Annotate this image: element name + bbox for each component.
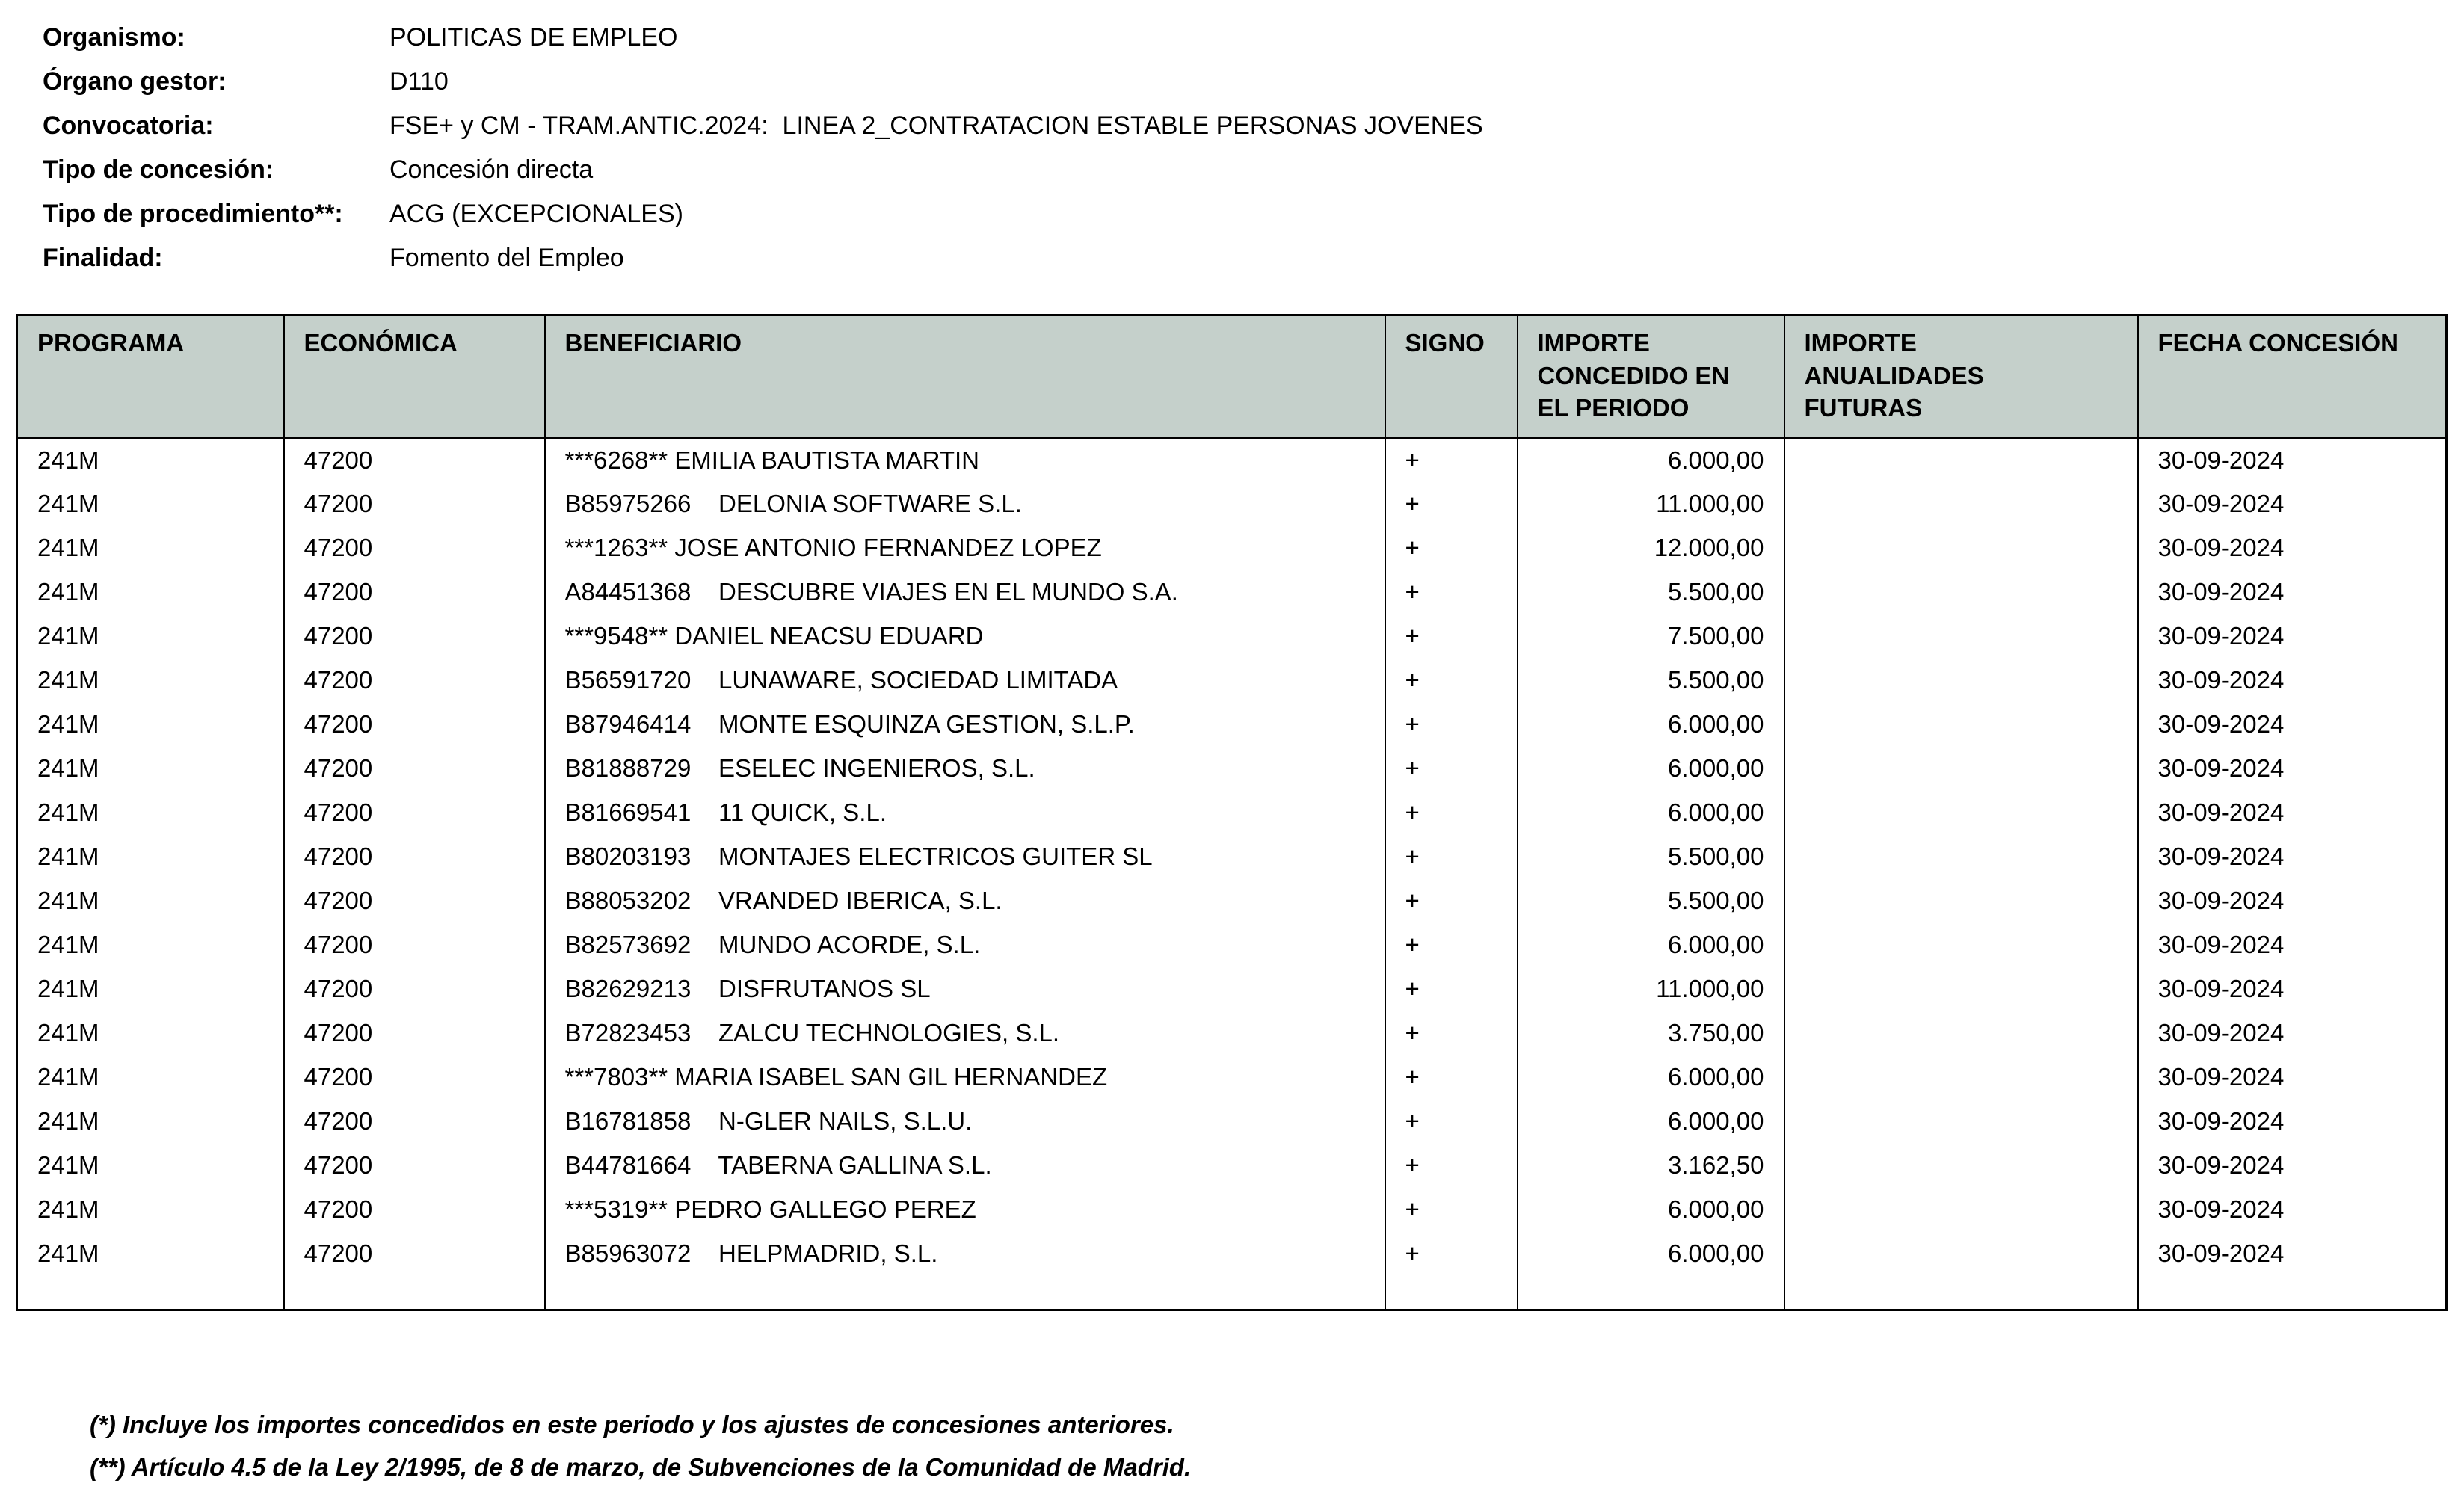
cell-fecha-concesion: 30-09-2024 xyxy=(2138,482,2447,526)
cell-fecha-concesion: 30-09-2024 xyxy=(2138,570,2447,614)
column-header-label: IMPORTE CONCEDIDO EN EL PERIODO xyxy=(1537,329,1730,422)
cell-programa: 241M xyxy=(17,835,284,879)
cell-beneficiario: B82573692 MUNDO ACORDE, S.L. xyxy=(545,923,1385,967)
cell-signo: + xyxy=(1385,835,1518,879)
cell-importe-anualidades xyxy=(1784,614,2138,659)
cell-importe-anualidades xyxy=(1784,791,2138,835)
cell-importe-anualidades xyxy=(1784,1144,2138,1188)
cell-programa: 241M xyxy=(17,879,284,923)
meta-field xyxy=(43,148,1483,192)
table-row xyxy=(17,1144,2447,1188)
cell-economica: 47200 xyxy=(284,570,545,614)
cell-fecha-concesion: 30-09-2024 xyxy=(2138,791,2447,835)
cell-economica: 47200 xyxy=(284,835,545,879)
cell-signo: + xyxy=(1385,438,1518,482)
cell-programa: 241M xyxy=(17,526,284,570)
cell-beneficiario: ***9548** DANIEL NEACSU EDUARD xyxy=(545,614,1385,659)
cell-economica: 47200 xyxy=(284,923,545,967)
meta-field-value: POLITICAS DE EMPLEO xyxy=(389,23,678,52)
cell-signo: + xyxy=(1385,526,1518,570)
column-header-label: SIGNO xyxy=(1405,329,1485,357)
cell-fecha-concesion: 30-09-2024 xyxy=(2138,1144,2447,1188)
cell-fecha-concesion: 30-09-2024 xyxy=(2138,1188,2447,1232)
grants-table xyxy=(16,314,2448,1311)
cell-importe-concedido: 5.500,00 xyxy=(1518,879,1784,923)
cell-beneficiario: B80203193 MONTAJES ELECTRICOS GUITER SL xyxy=(545,835,1385,879)
cell-signo: + xyxy=(1385,570,1518,614)
column-header-importe-concedido xyxy=(1518,315,1784,438)
footnotes xyxy=(90,1403,1191,1488)
meta-field-value: FSE+ y CM - TRAM.ANTIC.2024: LINEA 2_CONTRATACION ESTABLE PERSONAS JOVENES xyxy=(389,111,1483,140)
cell-importe-concedido: 5.500,00 xyxy=(1518,659,1784,703)
cell-signo: + xyxy=(1385,879,1518,923)
cell-fecha-concesion: 30-09-2024 xyxy=(2138,526,2447,570)
cell-programa: 241M xyxy=(17,614,284,659)
column-header-fecha-concesion xyxy=(2138,315,2447,438)
cell-beneficiario: B16781858 N-GLER NAILS, S.L.U. xyxy=(545,1100,1385,1144)
cell-economica: 47200 xyxy=(284,1056,545,1100)
cell-importe-anualidades xyxy=(1784,1232,2138,1276)
cell-importe-anualidades xyxy=(1784,747,2138,791)
cell-fecha-concesion: 30-09-2024 xyxy=(2138,614,2447,659)
cell-economica: 47200 xyxy=(284,1232,545,1276)
cell-importe-anualidades xyxy=(1784,438,2138,482)
table-row xyxy=(17,482,2447,526)
cell-programa: 241M xyxy=(17,482,284,526)
footnote: (*) Incluye los importes concedidos en este periodo y los ajustes de concesiones anteriores. xyxy=(90,1411,1174,1438)
cell-economica: 47200 xyxy=(284,482,545,526)
table-row xyxy=(17,659,2447,703)
cell-beneficiario: ***5319** PEDRO GALLEGO PEREZ xyxy=(545,1188,1385,1232)
cell-signo: + xyxy=(1385,1056,1518,1100)
cell-importe-anualidades xyxy=(1784,659,2138,703)
cell-beneficiario: B81669541 11 QUICK, S.L. xyxy=(545,791,1385,835)
cell-signo: + xyxy=(1385,1011,1518,1056)
cell-importe-anualidades xyxy=(1784,1011,2138,1056)
cell-signo: + xyxy=(1385,659,1518,703)
cell-programa: 241M xyxy=(17,570,284,614)
cell-importe-anualidades xyxy=(1784,526,2138,570)
table-row xyxy=(17,1232,2447,1276)
cell-fecha-concesion: 30-09-2024 xyxy=(2138,967,2447,1011)
cell-importe-concedido: 6.000,00 xyxy=(1518,703,1784,747)
meta-field xyxy=(43,104,1483,148)
cell-programa: 241M xyxy=(17,923,284,967)
cell-signo: + xyxy=(1385,482,1518,526)
cell-importe-concedido: 7.500,00 xyxy=(1518,614,1784,659)
table-row xyxy=(17,570,2447,614)
cell-signo: + xyxy=(1385,1232,1518,1276)
cell-economica: 47200 xyxy=(284,659,545,703)
cell-programa: 241M xyxy=(17,747,284,791)
cell-beneficiario: B56591720 LUNAWARE, SOCIEDAD LIMITADA xyxy=(545,659,1385,703)
cell-importe-concedido: 6.000,00 xyxy=(1518,791,1784,835)
cell-importe-concedido: 6.000,00 xyxy=(1518,1188,1784,1232)
cell-programa: 241M xyxy=(17,1100,284,1144)
cell-signo: + xyxy=(1385,967,1518,1011)
cell-economica: 47200 xyxy=(284,703,545,747)
cell-importe-anualidades xyxy=(1784,1188,2138,1232)
cell-programa: 241M xyxy=(17,1011,284,1056)
column-header-label: FECHA CONCESIÓN xyxy=(2157,329,2398,357)
cell-beneficiario: B85975266 DELONIA SOFTWARE S.L. xyxy=(545,482,1385,526)
cell-importe-anualidades xyxy=(1784,879,2138,923)
meta-field-label: Finalidad: xyxy=(43,244,163,272)
table-row xyxy=(17,1188,2447,1232)
column-header-beneficiario xyxy=(545,315,1385,438)
column-header-label: IMPORTE ANUALIDADES FUTURAS xyxy=(1804,329,1984,422)
cell-fecha-concesion: 30-09-2024 xyxy=(2138,835,2447,879)
cell-economica: 47200 xyxy=(284,967,545,1011)
meta-field-label: Tipo de concesión: xyxy=(43,155,274,184)
meta-field-label: Organismo: xyxy=(43,23,185,52)
cell-beneficiario: B72823453 ZALCU TECHNOLOGIES, S.L. xyxy=(545,1011,1385,1056)
cell-economica: 47200 xyxy=(284,526,545,570)
cell-fecha-concesion: 30-09-2024 xyxy=(2138,659,2447,703)
table-row xyxy=(17,1011,2447,1056)
cell-economica: 47200 xyxy=(284,747,545,791)
column-header-economica xyxy=(284,315,545,438)
cell-signo: + xyxy=(1385,1188,1518,1232)
table-row xyxy=(17,967,2447,1011)
table-footer-spacer xyxy=(17,1276,2447,1310)
cell-importe-anualidades xyxy=(1784,1100,2138,1144)
column-header-programa xyxy=(17,315,284,438)
column-header-signo xyxy=(1385,315,1518,438)
table-row xyxy=(17,1056,2447,1100)
cell-fecha-concesion: 30-09-2024 xyxy=(2138,703,2447,747)
meta-field xyxy=(43,236,1483,280)
table-row xyxy=(17,703,2447,747)
table-header xyxy=(17,315,2447,438)
table-row xyxy=(17,614,2447,659)
cell-beneficiario: B44781664 TABERNA GALLINA S.L. xyxy=(545,1144,1385,1188)
cell-importe-concedido: 6.000,00 xyxy=(1518,923,1784,967)
cell-beneficiario: B87946414 MONTE ESQUINZA GESTION, S.L.P. xyxy=(545,703,1385,747)
cell-fecha-concesion: 30-09-2024 xyxy=(2138,1100,2447,1144)
meta-field xyxy=(43,16,1483,60)
cell-fecha-concesion: 30-09-2024 xyxy=(2138,1011,2447,1056)
cell-beneficiario: ***6268** EMILIA BAUTISTA MARTIN xyxy=(545,438,1385,482)
cell-economica: 47200 xyxy=(284,438,545,482)
cell-fecha-concesion: 30-09-2024 xyxy=(2138,438,2447,482)
spacer-row xyxy=(17,1276,2447,1310)
table-header-row xyxy=(17,315,2447,438)
meta-field-label: Convocatoria: xyxy=(43,111,214,140)
cell-importe-concedido: 11.000,00 xyxy=(1518,482,1784,526)
cell-importe-anualidades xyxy=(1784,923,2138,967)
cell-programa: 241M xyxy=(17,967,284,1011)
cell-fecha-concesion: 30-09-2024 xyxy=(2138,747,2447,791)
cell-importe-concedido: 6.000,00 xyxy=(1518,1232,1784,1276)
cell-importe-concedido: 5.500,00 xyxy=(1518,835,1784,879)
meta-field-label: Órgano gestor: xyxy=(43,67,227,96)
cell-programa: 241M xyxy=(17,703,284,747)
cell-importe-concedido: 6.000,00 xyxy=(1518,438,1784,482)
meta-field-value: ACG (EXCEPCIONALES) xyxy=(389,200,683,228)
column-header-label: BENEFICIARIO xyxy=(564,329,742,357)
table-row xyxy=(17,879,2447,923)
cell-importe-concedido: 3.162,50 xyxy=(1518,1144,1784,1188)
cell-importe-anualidades xyxy=(1784,703,2138,747)
table-row xyxy=(17,791,2447,835)
cell-signo: + xyxy=(1385,747,1518,791)
cell-programa: 241M xyxy=(17,1188,284,1232)
meta-field xyxy=(43,60,1483,104)
cell-economica: 47200 xyxy=(284,614,545,659)
cell-programa: 241M xyxy=(17,791,284,835)
cell-fecha-concesion: 30-09-2024 xyxy=(2138,1232,2447,1276)
cell-economica: 47200 xyxy=(284,1100,545,1144)
cell-beneficiario: ***1263** JOSE ANTONIO FERNANDEZ LOPEZ xyxy=(545,526,1385,570)
cell-importe-anualidades xyxy=(1784,1056,2138,1100)
cell-importe-concedido: 5.500,00 xyxy=(1518,570,1784,614)
cell-importe-concedido: 11.000,00 xyxy=(1518,967,1784,1011)
cell-fecha-concesion: 30-09-2024 xyxy=(2138,923,2447,967)
cell-importe-concedido: 6.000,00 xyxy=(1518,1056,1784,1100)
cell-economica: 47200 xyxy=(284,791,545,835)
cell-programa: 241M xyxy=(17,1232,284,1276)
cell-beneficiario: B82629213 DISFRUTANOS SL xyxy=(545,967,1385,1011)
cell-beneficiario: ***7803** MARIA ISABEL SAN GIL HERNANDEZ xyxy=(545,1056,1385,1100)
cell-fecha-concesion: 30-09-2024 xyxy=(2138,879,2447,923)
cell-programa: 241M xyxy=(17,1144,284,1188)
meta-field-value: Fomento del Empleo xyxy=(389,244,624,272)
cell-signo: + xyxy=(1385,1144,1518,1188)
cell-importe-concedido: 3.750,00 xyxy=(1518,1011,1784,1056)
cell-beneficiario: A84451368 DESCUBRE VIAJES EN EL MUNDO S.A. xyxy=(545,570,1385,614)
meta-field xyxy=(43,192,1483,236)
cell-economica: 47200 xyxy=(284,1188,545,1232)
meta-field-label: Tipo de procedimiento**: xyxy=(43,200,343,228)
cell-economica: 47200 xyxy=(284,1011,545,1056)
cell-importe-anualidades xyxy=(1784,570,2138,614)
column-header-importe-anualidades xyxy=(1784,315,2138,438)
cell-signo: + xyxy=(1385,614,1518,659)
cell-signo: + xyxy=(1385,1100,1518,1144)
cell-programa: 241M xyxy=(17,659,284,703)
cell-economica: 47200 xyxy=(284,1144,545,1188)
cell-importe-concedido: 6.000,00 xyxy=(1518,1100,1784,1144)
cell-importe-anualidades xyxy=(1784,967,2138,1011)
cell-beneficiario: B88053202 VRANDED IBERICA, S.L. xyxy=(545,879,1385,923)
cell-importe-concedido: 12.000,00 xyxy=(1518,526,1784,570)
column-header-label: PROGRAMA xyxy=(37,329,185,357)
meta-field-value: Concesión directa xyxy=(389,155,594,184)
table-row xyxy=(17,1100,2447,1144)
cell-programa: 241M xyxy=(17,1056,284,1100)
table-row xyxy=(17,747,2447,791)
table-row xyxy=(17,526,2447,570)
cell-fecha-concesion: 30-09-2024 xyxy=(2138,1056,2447,1100)
document-meta xyxy=(43,16,1483,280)
table-row xyxy=(17,438,2447,482)
meta-field-value: D110 xyxy=(389,67,449,96)
cell-signo: + xyxy=(1385,791,1518,835)
cell-beneficiario: B81888729 ESELEC INGENIEROS, S.L. xyxy=(545,747,1385,791)
table-row xyxy=(17,835,2447,879)
cell-signo: + xyxy=(1385,923,1518,967)
cell-signo: + xyxy=(1385,703,1518,747)
cell-importe-anualidades xyxy=(1784,835,2138,879)
table-row xyxy=(17,923,2447,967)
grants-table-body xyxy=(17,438,2447,1276)
cell-programa: 241M xyxy=(17,438,284,482)
cell-importe-concedido: 6.000,00 xyxy=(1518,747,1784,791)
cell-beneficiario: B85963072 HELPMADRID, S.L. xyxy=(545,1232,1385,1276)
column-header-label: ECONÓMICA xyxy=(304,329,458,357)
cell-importe-anualidades xyxy=(1784,482,2138,526)
footnote: (**) Artículo 4.5 de la Ley 2/1995, de 8 de marzo, de Subvenciones de la Comunidad de Madrid. xyxy=(90,1453,1192,1481)
cell-economica: 47200 xyxy=(284,879,545,923)
